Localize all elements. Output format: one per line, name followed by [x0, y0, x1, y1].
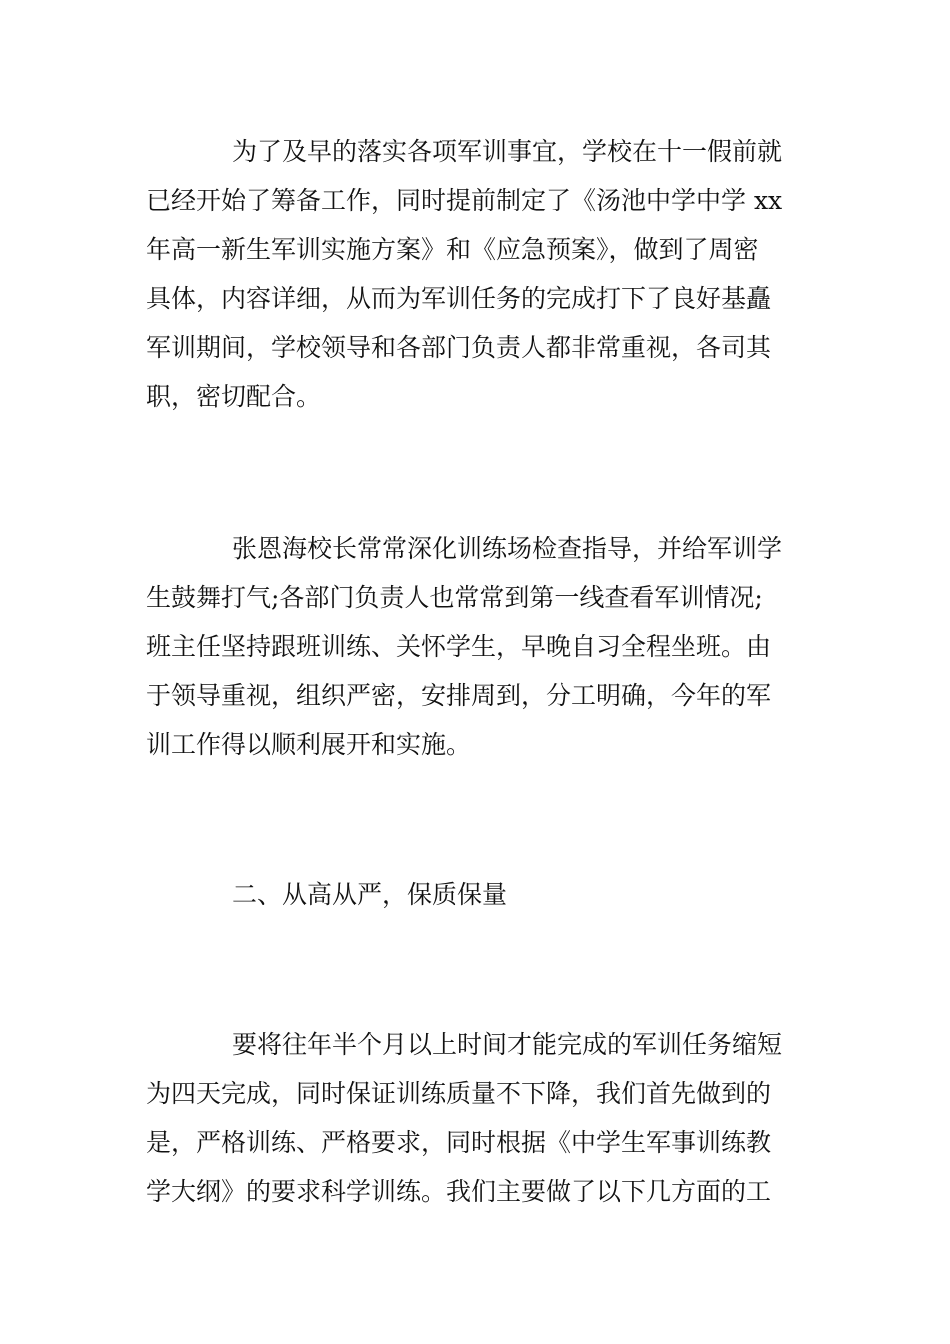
text-line: 班主任坚持跟班训练、关怀学生，早晚自习全程坐班。由 — [146, 632, 772, 661]
text-line: 是，严格训练、严格要求，同时根据《中学生军事训练教 — [146, 1128, 772, 1157]
text-line: 军训期间，学校领导和各部门负责人都非常重视，各司其 — [146, 333, 772, 362]
text-line: 训工作得以顺利展开和实施。 — [146, 730, 472, 759]
text-line: 于领导重视，组织严密，安排周到，分工明确，今年的军 — [146, 681, 772, 710]
section-heading — [146, 870, 806, 919]
heading-line: 二、从高从严，保质保量 — [232, 880, 508, 909]
text-line: 要将往年半个月以上时间才能完成的军训任务缩短 — [232, 1030, 783, 1059]
text-line: 职，密切配合。 — [146, 382, 322, 411]
text-line: 学大纲》的要求科学训练。我们主要做了以下几方面的工 — [146, 1177, 772, 1206]
text-line: 已经开始了筹备工作，同时提前制定了《汤池中学中学 xx — [146, 186, 783, 215]
text-line: 为四天完成，同时保证训练质量不下降，我们首先做到的 — [146, 1079, 772, 1108]
paragraph-training — [146, 1020, 806, 1216]
text-line: 年高一新生军训实施方案》和《应急预案》，做到了周密 — [146, 235, 759, 264]
text-line: 为了及早的落实各项军训事宜，学校在十一假前就 — [232, 137, 783, 166]
text-line: 张恩海校长常常深化训练场检查指导，并给军训学 — [232, 534, 783, 563]
paragraph-preparation — [146, 127, 806, 421]
text-line: 具体，内容详细，从而为军训任务的完成打下了良好基矗 — [146, 284, 772, 313]
paragraph-leadership — [146, 524, 806, 769]
text-line: 生鼓舞打气;各部门负责人也常常到第一线查看军训情况; — [146, 583, 763, 612]
